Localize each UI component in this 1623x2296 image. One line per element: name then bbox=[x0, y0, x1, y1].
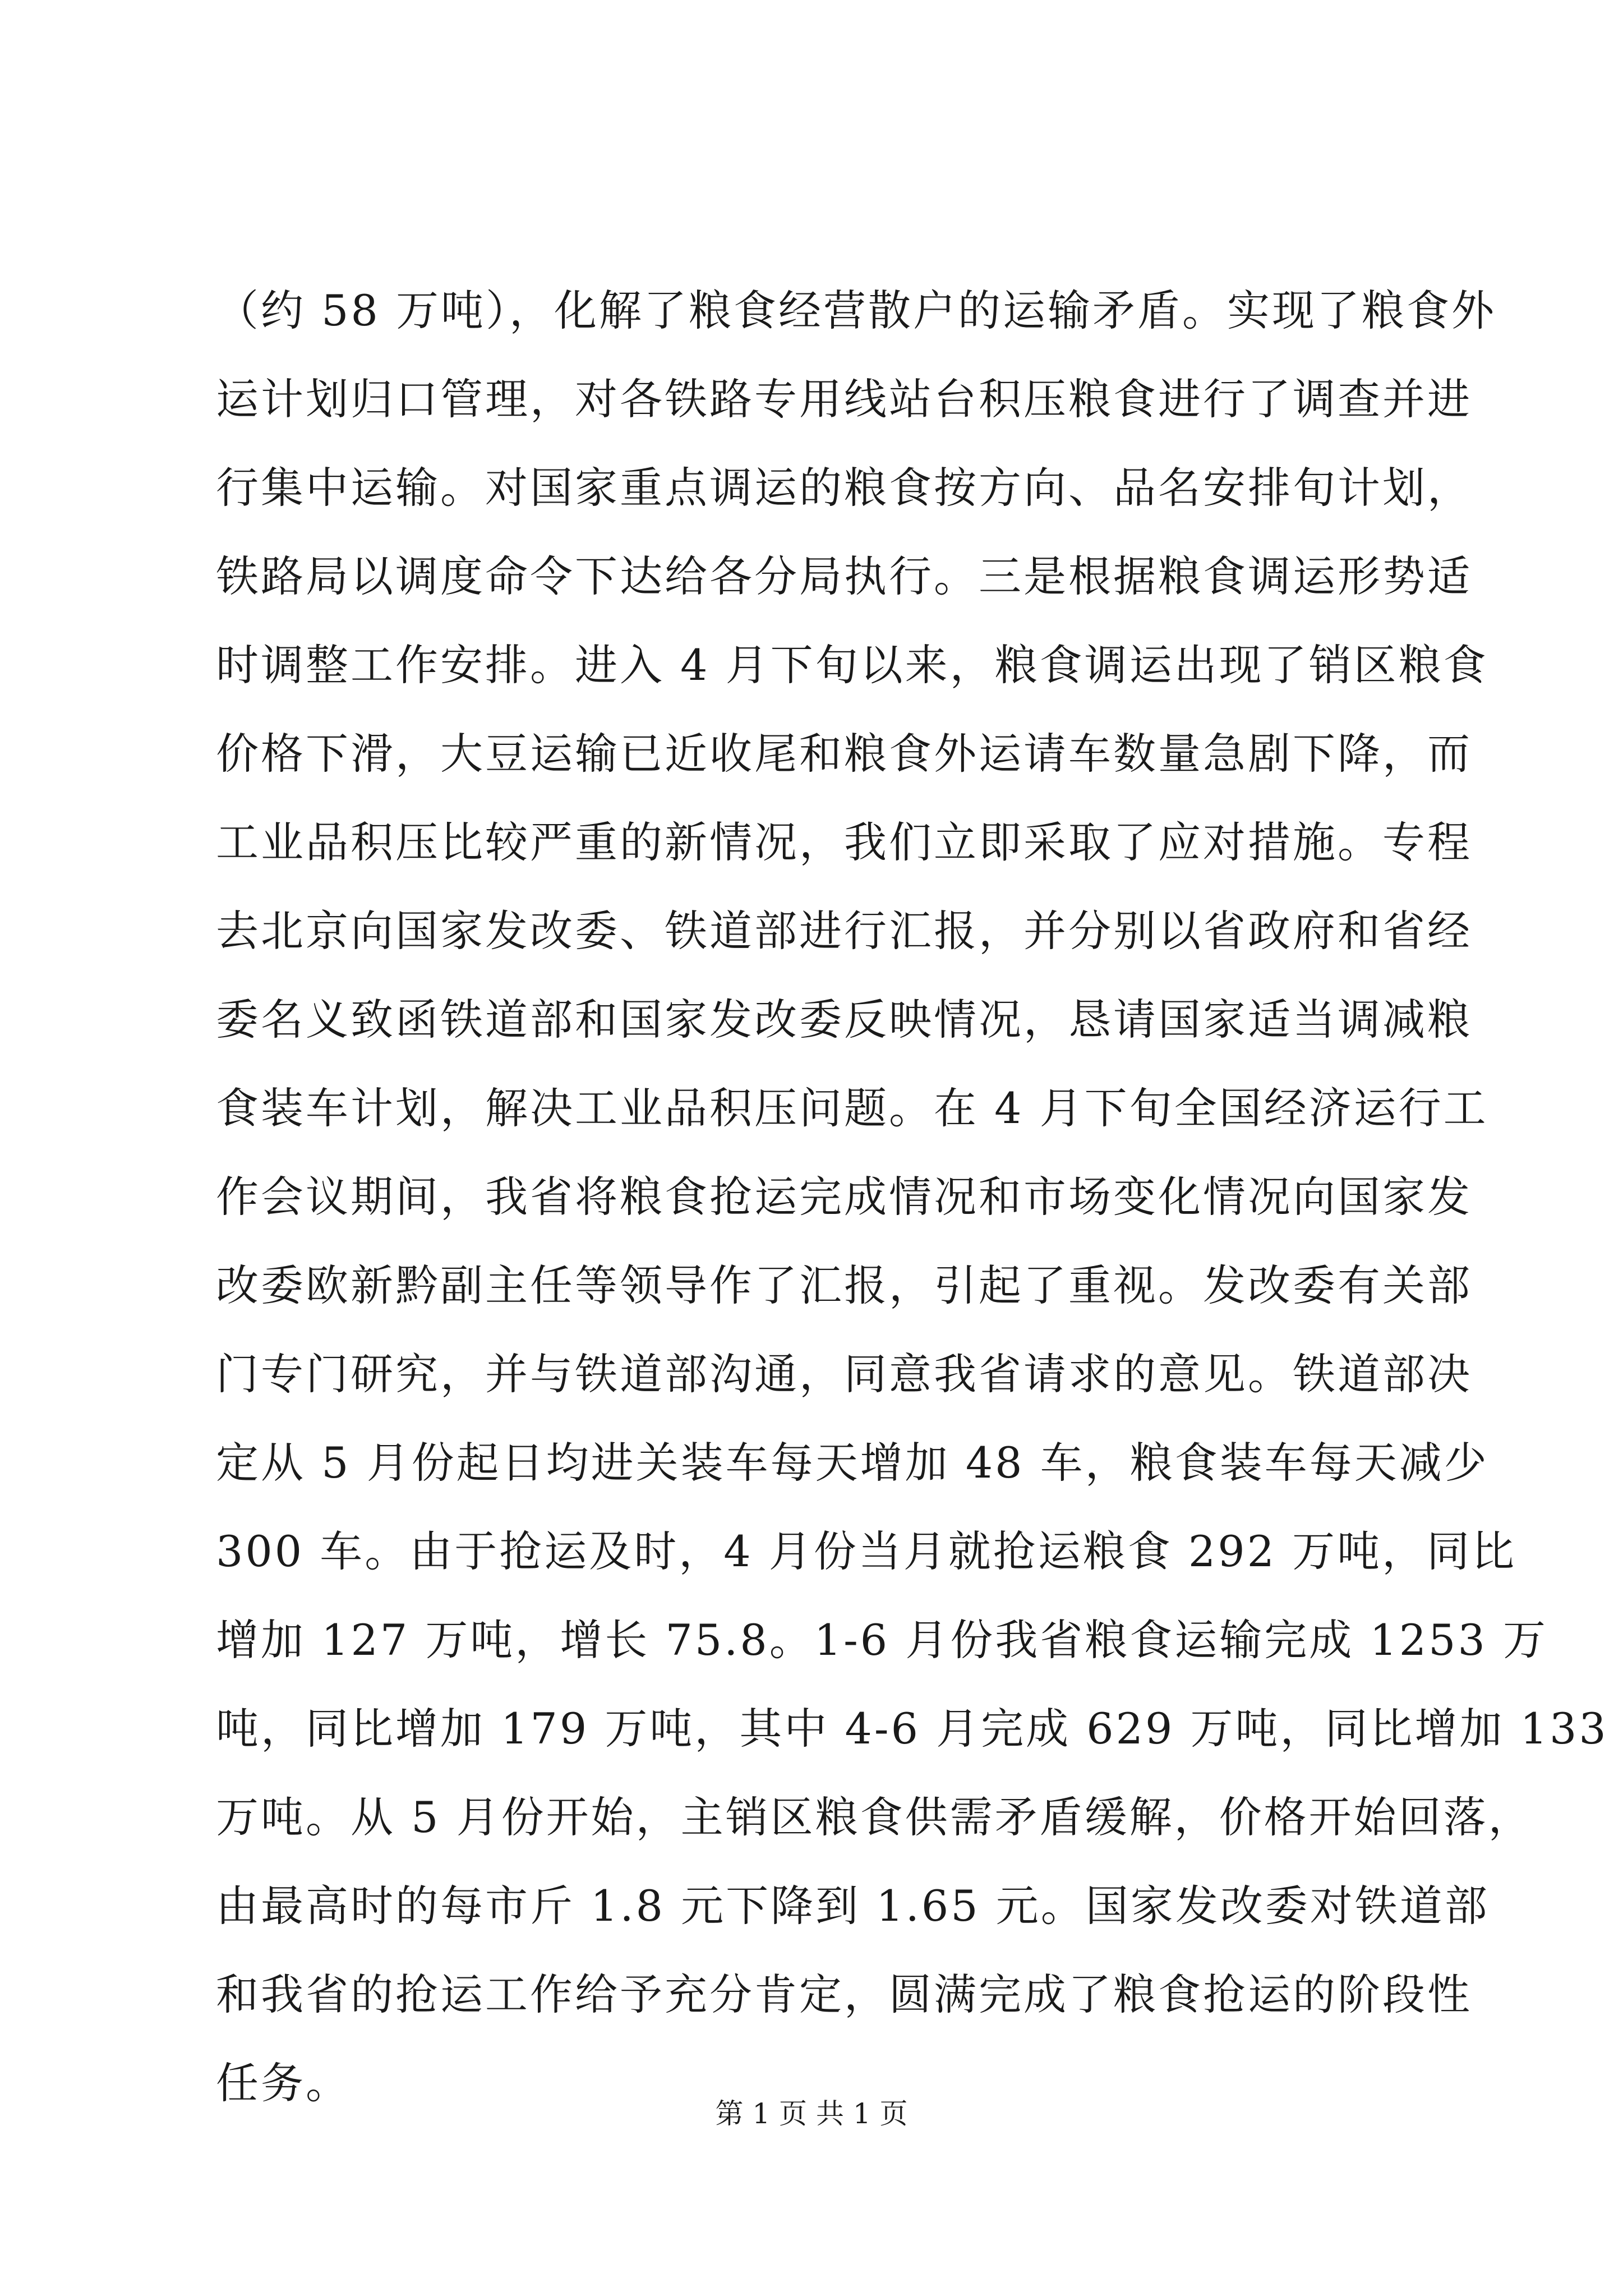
body-paragraph bbox=[216, 266, 1608, 2128]
text-line: 门专门研究，并与铁道部沟通，同意我省请求的意见。铁道部决 bbox=[216, 1349, 1472, 1399]
text-line: 改委欧新黔副主任等领导作了汇报，引起了重视。发改委有关部 bbox=[216, 1260, 1472, 1310]
text-line: 行集中运输。对国家重点调运的粮食按方向、品名安排旬计划， bbox=[216, 463, 1472, 513]
text-line: 增加 127 万吨，增长 75.8。1-6 月份我省粮食运输完成 1253 万 bbox=[216, 1615, 1548, 1665]
text-line: 价格下滑，大豆运输已近收尾和粮食外运请车数量急剧下降，而 bbox=[216, 729, 1472, 779]
text-line: 铁路局以调度命令下达给各分局执行。三是根据粮食调运形势适 bbox=[216, 551, 1472, 601]
text-line: 定从 5 月份起日均进关装车每天增加 48 车，粮食装车每天减少 bbox=[216, 1438, 1489, 1488]
text-line: 万吨。从 5 月份开始，主销区粮食供需矛盾缓解，价格开始回落， bbox=[216, 1792, 1533, 1842]
text-line: 食装车计划，解决工业品积压问题。在 4 月下旬全国经济运行工 bbox=[216, 1083, 1488, 1133]
text-line: 运计划归口管理，对各铁路专用线站台积压粮食进行了调查并进 bbox=[216, 374, 1472, 424]
text-line: 时调整工作安排。进入 4 月下旬以来，粮食调运出现了销区粮食 bbox=[216, 640, 1488, 690]
page-number-footer: 第 1 页 共 1 页 bbox=[715, 2097, 908, 2130]
text-line-last: 任务。 bbox=[216, 2058, 351, 2108]
text-line: 作会议期间，我省将粮食抢运完成情况和市场变化情况向国家发 bbox=[216, 1172, 1472, 1222]
text-line: 去北京向国家发改委、铁道部进行汇报，并分别以省政府和省经 bbox=[216, 906, 1472, 956]
text-line: 300 车。由于抢运及时，4 月份当月就抢运粮食 292 万吨，同比 bbox=[216, 1526, 1517, 1576]
text-line: 由最高时的每市斤 1.8 元下降到 1.65 元。国家发改委对铁道部 bbox=[216, 1881, 1490, 1931]
text-line: 委名义致函铁道部和国家发改委反映情况，恳请国家适当调减粮 bbox=[216, 995, 1472, 1045]
text-line: （约 58 万吨），化解了粮食经营散户的运输矛盾。实现了粮食外 bbox=[216, 286, 1497, 335]
text-line: 工业品积压比较严重的新情况，我们立即采取了应对措施。专程 bbox=[216, 817, 1472, 867]
text-line: 吨，同比增加 179 万吨，其中 4-6 月完成 629 万吨，同比增加 133 bbox=[216, 1704, 1608, 1754]
text-line: 和我省的抢运工作给予充分肯定，圆满完成了粮食抢运的阶段性 bbox=[216, 1970, 1472, 2019]
